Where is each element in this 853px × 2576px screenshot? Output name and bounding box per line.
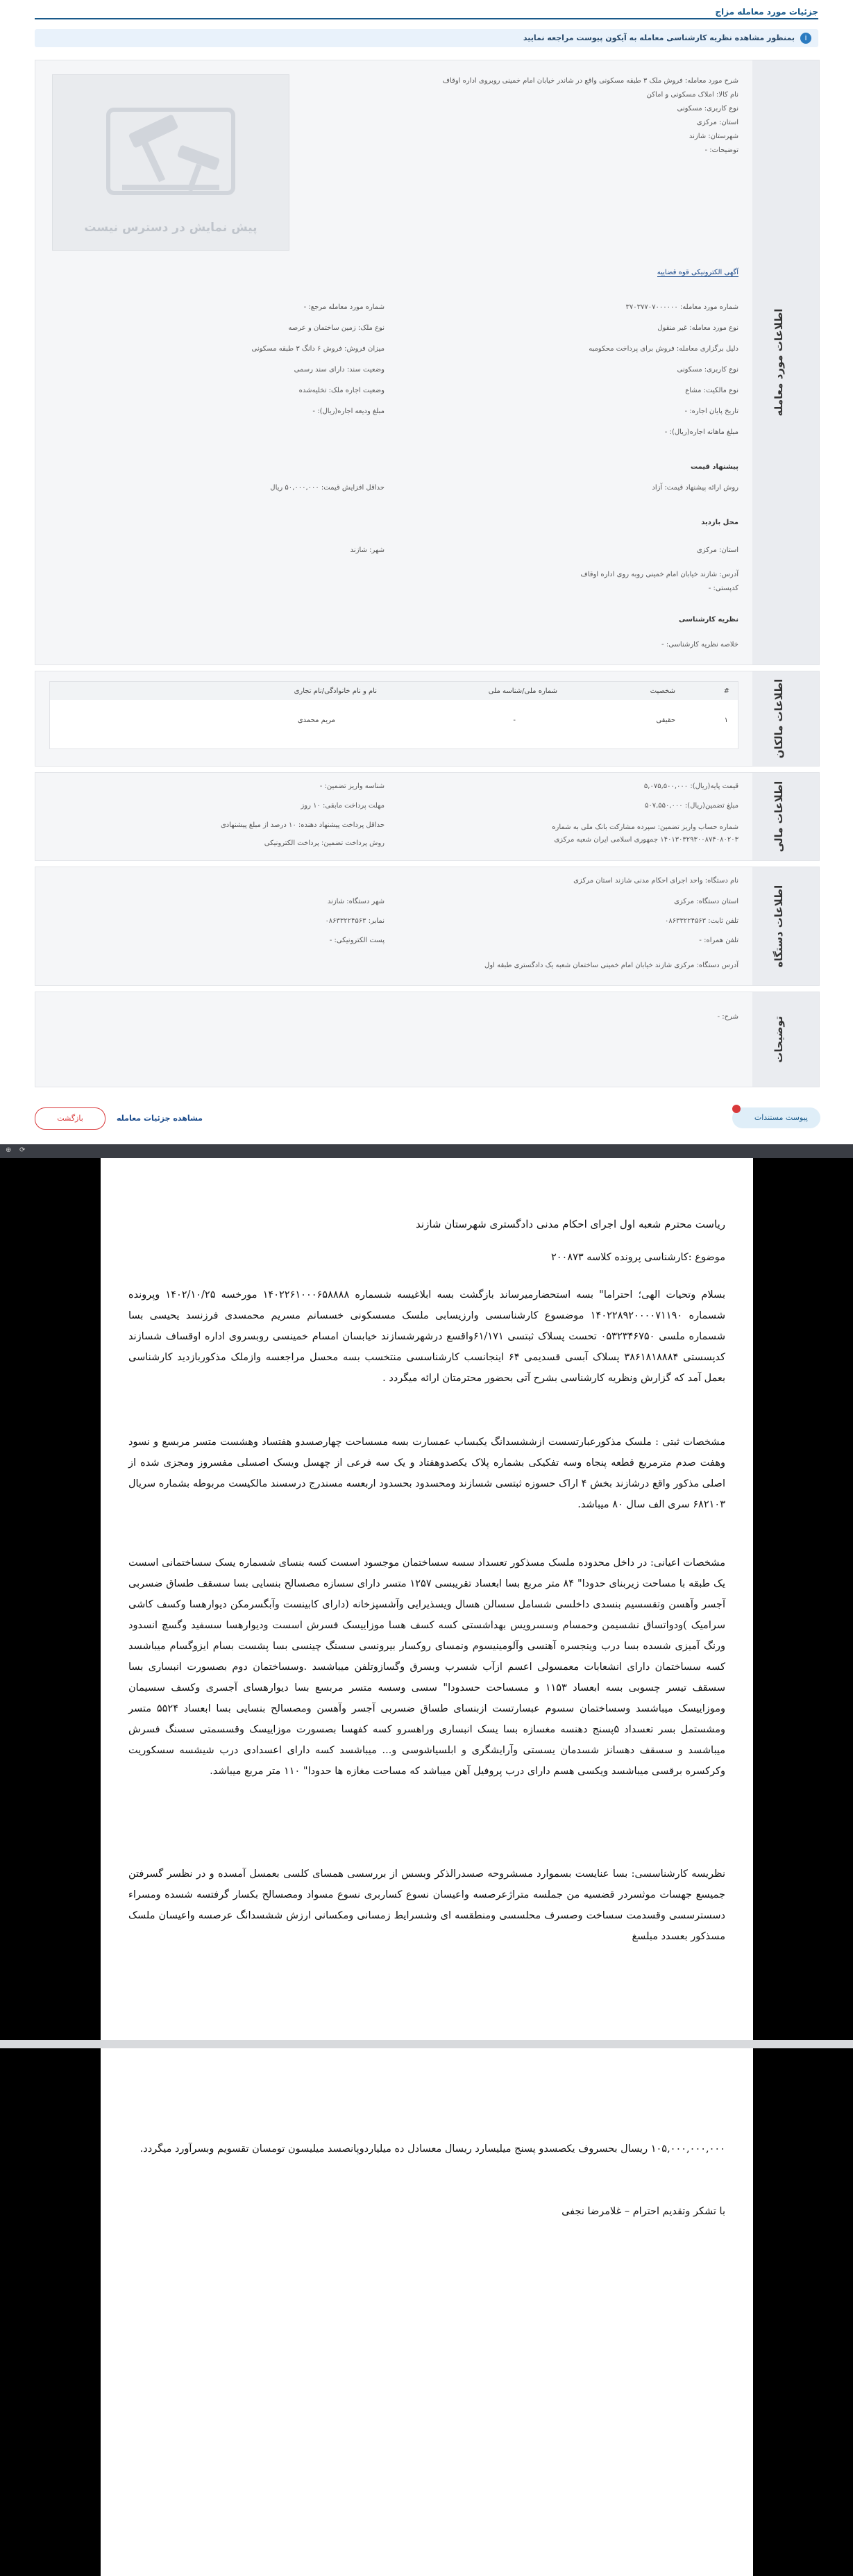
agency-email: پست الکترونیکی: -: [329, 937, 385, 944]
owner-row-national-id: -: [513, 717, 516, 724]
deal-description: شرح مورد معامله: فروش ملک ۳ طبقه مسکونی واقع در شاندر خیابان امام خمینی روبروی اداره اوقاف: [442, 77, 738, 85]
doc-paragraph-registration: مشخصات ثبتی : ملسک مذکورعبارتسست ازششسدانگ یکبساب عمسارت بسه مسساحت چهارصسدو هفتساد وهشست متسر مربسع و نسود وهفت صدم مترمربع قطعه پنجاه وسه تفکیکی بشماره پلاک یکصدوهفتاد و یک سه فرعی از چهسل ویسک اصسلی مفسروز ومجزی شده از اصلی مذکور واقع درشازند بخش ۴ اراک حسوزه ثبتسی شسازند ومحسدود بحسدود اربعسه مسندرج درسسند مالکیست مربوطه بشماره سریال ۶۸۲۱۰۳ سری الف سال ۸۰ میباشد.: [128, 1437, 725, 1510]
agency-side: [752, 867, 819, 985]
owner-row-type: حقیقی: [656, 717, 675, 724]
doc-paragraph-building: مشخصات اعیانی: در داخل محدوده ملسک مسذکور تعسداد سسه سساختمان موجسود اسست کسه بنسای شسماره یسک سساختمانی اسست یک طبقه با مساحت زیربنای حدودا" ۸۴ متر مربع بسا ابعساد تقریبسی ۱۲۵۷ متسر دارای سسازه مصسالح بنسایی بسا سسقف طساق ضسربی آجسر وآهسن وتقسسیم بنسدی داخلسی شسامل سسالن هسال ویسذیرایی وآشسپزخانه (دارای کابینست وآبگسرمکن دیوارهسا وکسف کاشی سرامیک )ودواتساق نشسیمن وحمسام وسسرویس بهداشستی کسه کسف هسا موزاییسک فسرش اسست ودیوارهسا سسفید وگسچ انسدود ورنگ آمیزی شسده بسا درب وینجسره آهنسی وآلومینیسوم ونمسای روکسار بیرونسی سسنگ چینسی بسا پشست بسام ایزوگسام میباشسد کسه سساختمان دارای انشعابات معمسولی اعسم ازآب شسرب وبسرق وگسازوتلفن میباشسد .وسساختمان دوم بصسورت انبساری بسا سسقف تیسر چسوبی بسه ابعساد ۱۱۵۳ و مسساحت حسدودا" سسی وسسه متسر مربسع بسا دیوارهسای آجسری وکسف سسیمان وموزاییسک میباشسد وسساختمان سسوم عبسارتست ازبنسای طساق ضسربی آجسر وآهسن ومصسالح بنسایی بسا ابعساد ۵۵۲۴ متسر ومشستمل بسر تعسداد ۵پسنج دهنسه مغسازه بسا یسک انبساری وراهسرو کسه کفهسا بصسورت موزاییسک وقسسمتی سسنگ فسرش میباشسد و سسقف دهسانز شسدمان یسستی وآرایشگری و ابلسیاشوسی و... میباشسد کسه دارای اعسدادی درب شیشسه سسکوریت وکرکسره برقسی میباشسد ویکسی هسم دارای درب پروفیل آهن میباشد که مساحت مغازه ها حدودا" ۱۱۰ متر مربع میباشد.: [128, 1557, 726, 1777]
expert-title: نظریه کارشناسی: [679, 616, 738, 624]
view-details-link[interactable]: مشاهده جزئیات معامله: [117, 1114, 203, 1123]
agency-panel: [35, 867, 820, 986]
zoom-icon[interactable]: ⊕: [6, 1146, 12, 1154]
agency-city: شهر دستگاه: شازند: [327, 898, 385, 905]
header-divider: [35, 18, 818, 19]
deal-info-side: [752, 60, 819, 664]
deal-usage: نوع کاربری: مسکونی: [677, 105, 738, 112]
field-right-3: نوع کاربری: مسکونی: [677, 366, 738, 374]
financial-side: [752, 773, 819, 860]
remarks-side: [752, 992, 819, 1087]
document-page-1: [101, 1158, 753, 2040]
field-left-4: وضعیت اجاره ملک: تخلیه‌شده: [298, 387, 385, 394]
document-toolbar: [0, 1144, 853, 1158]
field-right-0: شماره مورد معامله: ۳۷۰۳۷۷۰۷۰۰۰۰۰۰: [625, 303, 738, 311]
field-right-6: مبلغ ماهانه اجاره(ریال): -: [664, 428, 738, 436]
deal-type-label: نام کالا: املاک مسکونی و اماکن: [646, 91, 738, 99]
owners-side-title: اطلاعات مالکان: [772, 678, 785, 759]
attachment-notice: [35, 29, 818, 47]
location-address: آدرس: شازند خیابان امام خمینی روبه روی اداره اوقاف: [580, 571, 738, 578]
agency-mobile: تلفن همراه: -: [699, 937, 738, 944]
image-placeholder: [52, 74, 289, 251]
remarks-text: شرح: -: [717, 1013, 738, 1021]
financial-panel: [35, 772, 820, 861]
remain-percent: حداقل پرداخت پیشنهاد دهنده: ۱۰ درصد از مبلغ پیشنهادی: [220, 821, 385, 829]
agency-address: آدرس دستگاه: مرکزی شازند خیابان امام خمینی ساختمان شعبه یک دادگستری طبقه اول: [484, 962, 738, 969]
page-title: جزئیات مورد معامله مزاج: [715, 7, 818, 17]
field-left-3: وضعیت سند: دارای سند رسمی: [294, 366, 385, 374]
deal-notes: توضیحات: -: [704, 147, 738, 154]
rotate-icon[interactable]: ⟳: [19, 1146, 26, 1154]
field-left-0: شماره مورد معامله مرجع: -: [303, 303, 385, 311]
offer-price: حداقل افزایش قیمت: ۵۰,۰۰۰,۰۰۰ ریال: [270, 484, 385, 492]
field-right-5: تاریخ پایان اجاره: -: [684, 408, 738, 415]
deal-info-side-title: اطلاعات مورد معامله: [772, 308, 785, 417]
page-separator: [0, 2040, 853, 2048]
document-page-2: [101, 2048, 753, 2576]
notice-text: بمنظور مشاهده نظریه کارشناسی معامله به آیکون پیوست مراجعه نمایید: [523, 33, 795, 42]
image-caption: پیش نمایش در دسترس نیست: [84, 221, 257, 235]
owners-col-national-id: شماره ملی/شناسه ملی: [488, 687, 557, 695]
owners-col-type: شخصیت: [650, 687, 675, 695]
deal-province: استان: مرکزی: [696, 119, 738, 126]
doc-paragraph-intro: بسلام وتحیات الهی؛ احتراما" بسه استحضارمیرساند بازگشت بسه ابلاغیسه شسماره ۱۴۰۲۲۶۱۰۰۰۶۵۸۸۸۸ مورخسه ۱۴۰۲/۱۰/۲۵ وپرونده شسماره ۱۴۰۲۲۸۹۲۰۰۰۰۷۱۱۹۰ موضسوع کارشناسسی وارزیسابی ملسک مسسکونی خسسانم مسریم محمسدی فرزنسد یحیسی بسا شسماره ملسی ۰۵۳۲۳۴۶۷۵۰ تحست پسلاک ثبتسی ۶۱/۱۷۱واقسع درشهرشسازند خیابسان امسام خمینسی روبسروی اداره اوقساف شسازند کدپسستی ۳۸۶۱۸۱۸۸۸۴ پسلاک آبسی قسدیمی ۶۴ اینجانسب کارشناسسی منتخسب بسه محسل مراجعسه وازملک مذکوربازدید کارشناسی بعمل آمد که گزارش ونظریه کارشناسی بشرح آتی بحضور محترمتان ارائه میگردد .: [128, 1289, 726, 1384]
agency-phone: تلفن ثابت: ۰۸۶۳۳۲۲۴۵۶۳: [664, 917, 738, 925]
field-left-2: میزان فروش: فروش ۶ دانگ ۳ طبقه مسکونی: [251, 345, 385, 353]
electronic-ad-link[interactable]: آگهی الکترونیکی قوه قضاییه: [657, 269, 738, 276]
attachments-button[interactable]: [732, 1107, 820, 1128]
doc-heading: ریاست محترم شعبه اول اجرای احکام مدنی دادگستری شهرستان شازند: [416, 1218, 725, 1230]
base-price: قیمت پایه(ریال): ۵,۰۷۵,۵۰۰,۰۰۰: [643, 783, 738, 790]
offer-title: پیشنهاد قیمت: [691, 463, 738, 471]
owners-col-index: #: [723, 687, 729, 695]
doc-paragraph-value: ۱۰۵,۰۰۰,۰۰۰,۰۰۰ ریسال بحسروف یکصسدو پسنج میلیسارد ریسال معسادل ده میلیاردوپانصسد میلیسون تومسان تقسویم وبسرآورد میگردد.: [140, 2143, 725, 2155]
agency-fax: نمابر: ۰۸۶۳۳۲۲۴۵۶۳: [325, 917, 385, 925]
location-title: محل بازدید: [701, 519, 738, 526]
agency-name: نام دستگاه: واحد اجرای احکام مدنی شازند استان مرکزی: [573, 877, 738, 885]
remarks-side-title: توضیحات: [772, 1016, 785, 1063]
owners-table-header: [50, 682, 738, 700]
doc-paragraph-opinion: نظریسه کارشناسسی: بسا عنایست بسموارد مسشروحه صسدرالذکر وبسس از بررسسی همسای کلسی بعمسل آمسده و در نظسر گسرفتن جمیسع جهسات موثسردر قضسیه من جملسه متراژعرصسه واعیسان نسوع کساربری نسوع مسواد ومصسالح بکسار گرفتسه شسده ومسراء دسسترسسی وقسدمت سساخت وصسرف محلسسی ومنطقسه ای وشسرایط زمسانی ومکسانی ارزش ششسدانگ عرصسه واعیسان ملسک مسذکور بعسدد مبلسغ: [128, 1868, 725, 1942]
field-left-5: مبلغ ودیعه اجاره(ریال): -: [312, 408, 385, 415]
field-right-2: دلیل برگزاری معامله: فروش برای پرداخت محکومبه: [589, 345, 738, 353]
back-button[interactable]: بازگشت: [35, 1107, 105, 1130]
location-city: شهر: شازند: [350, 546, 385, 554]
owner-row-index: ۱: [724, 717, 728, 724]
owners-side: [752, 671, 819, 766]
viewer-margin-right: [753, 1158, 853, 2576]
field-right-1: نوع مورد معامله: غیر منقول: [657, 324, 738, 332]
deal-info-panel: [35, 60, 820, 665]
agency-side-title: اطلاعات دستگاه: [772, 885, 785, 968]
owners-table: [49, 681, 738, 749]
gavel-placeholder-icon: [101, 103, 240, 200]
agency-province: استان دستگاه: مرکزی: [674, 898, 738, 905]
deal-city: شهرستان: شازند: [689, 133, 738, 140]
deposit-amount: مبلغ تضمین(ریال): ۵۰۷,۵۵۰,۰۰۰: [644, 802, 738, 810]
viewer-margin-left: [0, 1158, 101, 2576]
location-postal: کدپستی: -: [708, 585, 738, 592]
owners-panel: [35, 671, 820, 767]
offer-type: روش ارائه پیشنهاد قیمت: آزاد: [652, 484, 738, 492]
doc-subject: موضوع :کارشناسی پرونده کلاسه ۲۰۰۸۷۳: [550, 1252, 725, 1263]
doc-signature: با تشکر وتقدیم احترام – غلامرضا نجفی: [561, 2206, 725, 2217]
account-number: شماره حساب واریز تضمین: سپرده مشارکت بانک ملی به شماره ۱۴۰۱۳۰۳۲۹۳۰۰۸۷۴۰۸۰۲۰۳ جمهوری اسلامی ایران شعبه مرکزی: [552, 823, 738, 844]
notification-badge: [732, 1105, 741, 1113]
field-right-4: نوع مالکیت: مشاع: [685, 387, 738, 394]
location-province: استان: مرکزی: [696, 546, 738, 554]
remarks-panel: [35, 992, 820, 1087]
field-left-1: نوع ملک: زمین ساختمان و عرصه: [288, 324, 385, 332]
attachments-label: پیوست مستندات: [754, 1113, 808, 1122]
expert-summary: خلاصه نظریه کارشناسی: -: [661, 641, 738, 649]
payment-method: روش پرداخت تضمین: پرداخت الکترونیکی: [264, 839, 385, 847]
info-icon: i: [800, 33, 811, 44]
deposit-id: شناسه واریز تضمین: -: [319, 783, 385, 790]
deposit-deadline: مهلت پرداخت مابقی: ۱۰ روز: [301, 802, 385, 810]
owner-row-name: مریم محمدی: [297, 717, 335, 724]
owners-col-name: نام و نام خانوادگی/نام تجاری: [294, 687, 377, 695]
financial-side-title: اطلاعات مالی: [772, 780, 785, 853]
